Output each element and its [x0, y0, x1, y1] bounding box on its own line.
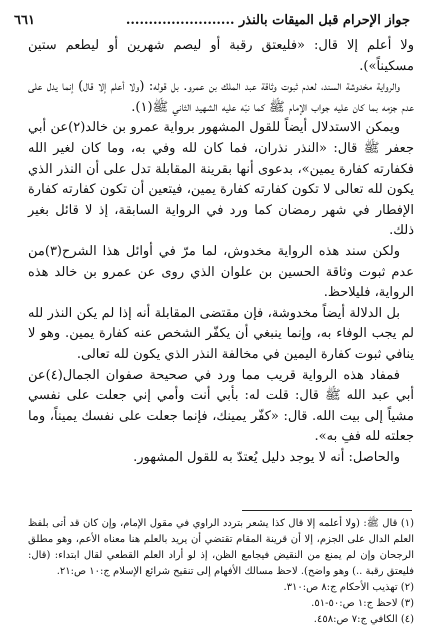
paragraph: ويمكن الاستدلال أيضاً للقول المشهور برواية عمرو بن خالد(٢)عن أبي جعفر ﷺ قال: «النذر نذران، فما كان لله وفي به، وما كان لغير الله فكفارته كفارة يمين»، بدعوى أنها بقرينة المقابلة تدل على أن النذر الذي يكون لله تعالى لا تكون كفارته كفارة يمين، فيتعين أن تكون كفارته كفارة الإفطار في شهر رمضان كما ورد في الرواية السابقة، إذ لا قائل بغير ذلك.	[28, 120, 414, 239]
paragraph: والرواية مخدوشة السند، لعدم ثبوت وثاقة عبد الملك بن عمرو. بل قوله: (ولا أعلم إلا قال) إنما يدل على عدم جزمه بما كان عليه جواب الإمام ﷺ كما نبّه عليه الشهيد الثاني ﷺ(١).	[28, 79, 414, 115]
page-number: ٦٦١	[14, 12, 35, 28]
main-text	[28, 36, 414, 468]
paragraph: بل الدلالة أيضاً مخدوشة، فإن مقتضى المقابلة أنه إذا لم يكن النذر لله لم يجب الوفاء به، وإنما ينبغي أن يكفّر الشخص عنه كفارة يمين. وهو لا ينافي ثبوت كفارة اليمين في مخالفة النذر الذي يكون لله تعالى.	[28, 305, 414, 362]
footnotes	[28, 516, 414, 628]
paragraph: ولكن سند هذه الرواية مخدوش، لما مرّ في أوائل هذا الشرح(٣)من عدم ثبوت وثاقة الحسين بن علوان الذي روى عن عمرو بن خالد هذه الرواية، فليلاحظ.	[28, 243, 414, 301]
running-header	[14, 8, 410, 32]
footnote: (٢) تهذيب الأحكام ج:٨ ص:٣١٠.	[283, 582, 414, 593]
paragraph: فمفاد هذه الرواية قريب مما ورد في صحيحة صفوان الجمال(٤)عن أبي عبد الله ﷺ قال: قلت له: بأبي أنت وأمي إني جعلت على نفسي مشياً إلى بيت الله. قال: «كفّر يمينك، فإنما جعلت على نفسك يميناً، وما جعلته لله ففِ به».	[28, 367, 414, 445]
footnote-separator	[242, 510, 412, 511]
footnote: (١) قال ﷺ: (ولا أعلمه إلا قال كذا يشعر بتردد الراوي في مقول الإمام، وإن كان قد أتى بلفظ العلم الدال على الجزم، إلا أن قرينة المقام تقتضي أن يريد بالعلم هنا معناه الأعم، وهو مطلق الرجحان وإن لم يمنع من النقيض فيجامع الظن، إذ لو أراد العلم القطعي لقال ابتداء: (قال: فليعتق رقبة ..) وهو واضح). لاحظ مسالك الأفهام إلى تنقيح شرائع الإسلام ج:١٠ ص:٢١.	[28, 518, 414, 577]
paragraph: والحاصل: أنه لا يوجد دليل يُعتدّ به للقول المشهور.	[133, 449, 400, 465]
footnote: (٣) لاحظ ج:١ ص:٥٠-٥١.	[311, 598, 414, 609]
running-title: جواز الإحرام قبل الميقات بالنذر ........................	[125, 12, 410, 28]
footnote: (٤) الكافي ج:٧ ص:٤٥٨.	[313, 614, 414, 625]
paragraph: ولا أعلم إلا قال: «فليعتق رقبة أو ليصم شهرين أو ليطعم ستين مسكيناً»).	[28, 38, 414, 74]
